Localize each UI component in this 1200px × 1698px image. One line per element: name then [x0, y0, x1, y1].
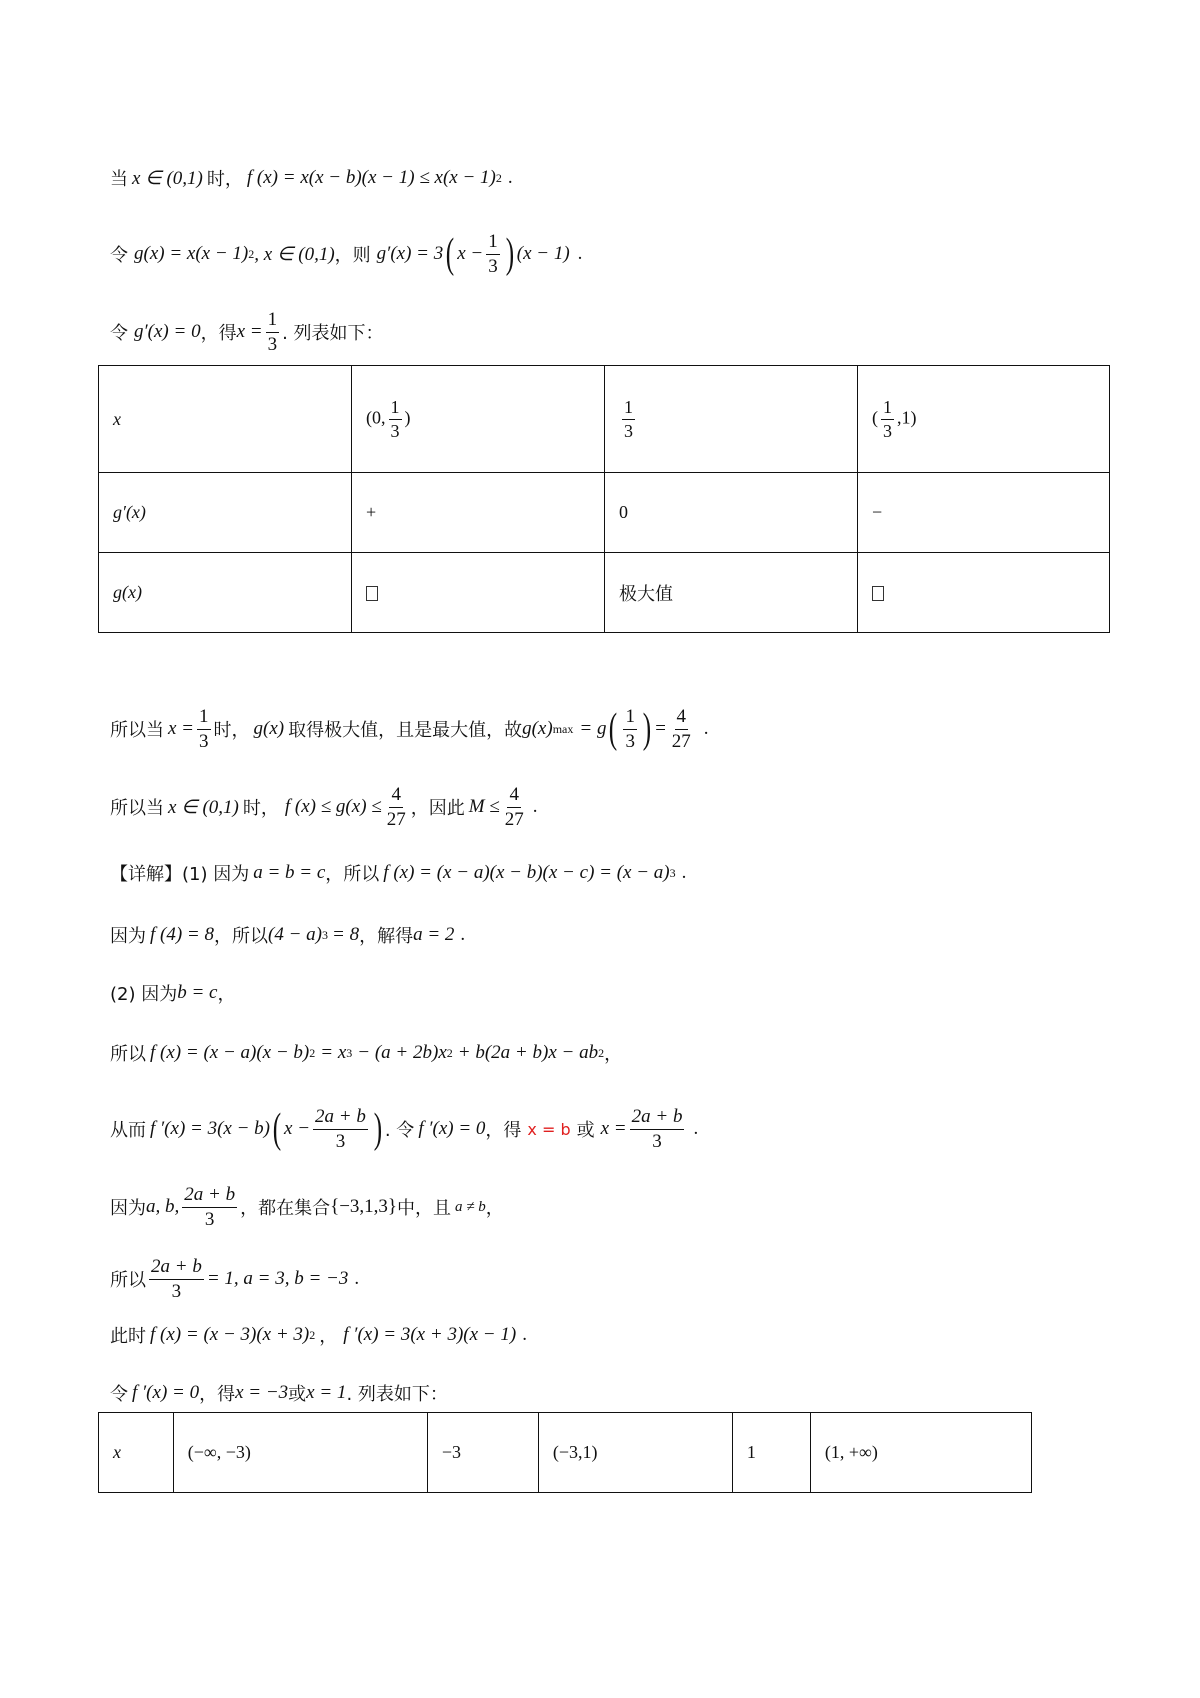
line-6 — [110, 860, 686, 886]
denominator: 3 — [199, 730, 209, 752]
text: 所以 — [110, 1270, 146, 1292]
table-cell — [858, 553, 1110, 633]
math: f (x) = (x − a)(x − b) — [150, 1042, 310, 1063]
cell-text: ( — [872, 407, 878, 428]
period: . — [693, 1118, 699, 1140]
superscript: 2 — [309, 1327, 316, 1342]
math: x − — [284, 1118, 311, 1140]
text: 时， — [213, 720, 250, 742]
text: . 令 — [384, 1120, 415, 1142]
numerator: 1 — [389, 398, 402, 420]
math: x ∈ (0,1) — [132, 167, 203, 189]
text: ，都在集合 — [240, 1198, 331, 1220]
text: ，则 — [334, 245, 371, 267]
math: g(x) — [253, 718, 285, 740]
cell-text: x — [113, 408, 121, 429]
left-paren: ( — [272, 1106, 282, 1153]
text: 时， — [206, 169, 243, 190]
text: ，得 — [200, 323, 237, 345]
numerator: 2a + b — [313, 1107, 368, 1130]
denominator: 3 — [883, 420, 892, 441]
text: 或 — [288, 1384, 307, 1405]
text: ， — [604, 1044, 623, 1065]
period: . — [681, 862, 687, 883]
text: 或 — [576, 1120, 595, 1142]
text: ，因此 — [410, 798, 465, 820]
text: 【详解】(1) 因为 — [110, 864, 250, 885]
math: g′(x) = 3 — [376, 243, 444, 265]
line-10 — [110, 1107, 698, 1152]
text: 令 — [110, 1384, 128, 1405]
math: f ′(x) = 3(x + 3)(x − 1) — [343, 1324, 517, 1345]
math: x − — [457, 243, 484, 265]
left-paren: ( — [446, 231, 455, 278]
text: 中，且 — [397, 1198, 452, 1220]
math: = x — [320, 1042, 347, 1063]
numerator: 4 — [389, 785, 403, 808]
fraction — [149, 1257, 204, 1302]
fraction — [881, 398, 894, 441]
table-cell — [352, 473, 605, 553]
text: (2) 因为 — [110, 984, 178, 1005]
superscript: 2 — [248, 246, 255, 261]
line-5 — [110, 785, 537, 830]
math: a ≠ b — [455, 1198, 486, 1215]
fraction — [503, 785, 526, 830]
math: f ′(x) = 0 — [132, 1382, 200, 1403]
table-cell — [605, 473, 858, 553]
right-paren: ) — [373, 1106, 383, 1153]
table-cell — [173, 1413, 427, 1493]
math: g′(x) = 0 — [134, 321, 201, 343]
period: . — [577, 243, 583, 265]
text: 取得极大值，且是最大值，故 — [288, 720, 523, 742]
math: f (x) = (x − 3)(x + 3) — [150, 1324, 310, 1345]
fraction — [630, 1107, 685, 1152]
numerator: 2a + b — [149, 1257, 204, 1280]
period: . — [507, 167, 513, 188]
table-cell — [99, 553, 352, 633]
math: {−3,1,3} — [330, 1196, 398, 1218]
math: − (a + 2b)x — [357, 1042, 447, 1063]
denominator: 3 — [267, 333, 278, 355]
numerator: 1 — [623, 707, 637, 730]
denominator: 3 — [624, 420, 633, 441]
text: ，所以 — [325, 864, 380, 885]
period: . — [703, 718, 709, 740]
math: = 1, a = 3, b = −3 — [206, 1268, 349, 1290]
table-cell — [352, 366, 605, 473]
math: b = c — [177, 982, 218, 1003]
text: 从而 — [110, 1120, 146, 1142]
superscript: 3 — [346, 1045, 353, 1060]
denominator: 3 — [488, 255, 498, 277]
highlighted-root: x = b — [527, 1119, 571, 1139]
text: 此时 — [110, 1326, 146, 1347]
math: x ∈ (0,1) — [168, 796, 239, 818]
denominator: 3 — [652, 1130, 662, 1152]
math: g(x) = x(x − 1) — [134, 243, 249, 265]
fraction — [670, 707, 693, 752]
cell-text: 1 — [746, 1442, 756, 1462]
math: = g — [579, 718, 607, 740]
superscript: 3 — [669, 865, 676, 880]
subscript: max — [552, 721, 574, 736]
line-9 — [110, 1040, 622, 1066]
table-cell — [732, 1413, 810, 1493]
line-1 — [110, 165, 513, 191]
math: a = b = c — [253, 862, 326, 883]
table-g — [98, 365, 1110, 633]
math: g(x) — [522, 718, 553, 740]
line-3 — [110, 310, 384, 355]
line-2 — [110, 232, 582, 277]
period: . — [354, 1268, 360, 1290]
math: f (x) = (x − a)(x − b)(x − c) = (x − a) — [383, 862, 670, 883]
period: . — [522, 1324, 527, 1345]
math: x = — [168, 718, 195, 740]
line-14 — [110, 1380, 448, 1406]
table-row — [99, 1413, 1032, 1493]
text: 所以 — [110, 1044, 146, 1065]
line-13 — [110, 1322, 527, 1348]
math: a = 2 — [413, 924, 455, 945]
text: 令 — [110, 323, 128, 345]
superscript: 2 — [495, 170, 502, 185]
text: . 列表如下： — [282, 323, 384, 345]
table-f — [98, 1412, 1032, 1493]
cell-text: (−∞, −3) — [187, 1442, 251, 1462]
math: = 8 — [332, 924, 360, 945]
text: 时， — [242, 798, 279, 820]
cell-text: ,1) — [897, 407, 917, 428]
math: a, b, — [146, 1196, 180, 1218]
superscript: 2 — [446, 1045, 453, 1060]
denominator: 27 — [671, 730, 691, 752]
table-cell — [810, 1413, 1031, 1493]
table-cell — [538, 1413, 732, 1493]
denominator: 3 — [335, 1130, 346, 1152]
table-row — [99, 473, 1110, 553]
text: ， — [217, 984, 236, 1005]
cell-text: 0 — [619, 502, 628, 522]
table-cell — [99, 1413, 174, 1493]
math: f (4) = 8 — [150, 924, 215, 945]
math: x = −3 — [235, 1382, 289, 1403]
denominator: 3 — [625, 730, 635, 752]
table-cell — [858, 366, 1110, 473]
right-paren: ) — [505, 231, 514, 278]
math: (x − 1) — [516, 243, 570, 265]
numerator: 1 — [881, 398, 894, 420]
fraction — [623, 707, 637, 752]
math: f ′(x) = 3(x − b) — [150, 1118, 271, 1140]
fraction — [486, 232, 500, 277]
numerator: 1 — [622, 398, 635, 420]
math: f (x) ≤ g(x) ≤ — [284, 796, 382, 818]
fraction — [313, 1107, 368, 1152]
table-row — [99, 553, 1110, 633]
table-cell — [427, 1413, 538, 1493]
fraction — [197, 707, 211, 752]
math: (4 − a) — [268, 924, 322, 945]
line-11 — [110, 1185, 504, 1230]
cell-text: + — [366, 502, 377, 522]
cell-text: − — [872, 502, 883, 522]
text: 所以当 — [110, 720, 164, 742]
math: = — [653, 718, 667, 740]
fraction — [385, 785, 408, 830]
line-4 — [110, 707, 709, 752]
cell-text: g(x) — [113, 582, 142, 602]
math: x = — [600, 1118, 627, 1140]
table-cell — [352, 553, 605, 633]
table-row — [99, 366, 1110, 473]
cell-text: x — [113, 1442, 121, 1462]
cell-text: ) — [404, 407, 411, 428]
text: 令 — [110, 245, 128, 267]
period: . — [532, 796, 538, 818]
math: M ≤ — [468, 796, 500, 818]
cell-text: (0, — [366, 407, 386, 428]
text: 所以当 — [110, 798, 164, 820]
text: ， — [485, 1198, 504, 1220]
superscript: 3 — [322, 927, 328, 942]
table-cell — [99, 366, 352, 473]
denominator: 3 — [204, 1208, 215, 1230]
numerator: 2a + b — [630, 1107, 685, 1130]
numerator: 2a + b — [182, 1185, 237, 1208]
denominator: 27 — [504, 808, 524, 830]
numerator: 1 — [486, 232, 500, 255]
cell-text: 极大值 — [619, 583, 673, 605]
period: . — [460, 924, 466, 945]
denominator: 3 — [390, 420, 400, 441]
math: f ′(x) = 0 — [418, 1118, 486, 1140]
text: ，解得 — [359, 926, 414, 947]
left-paren: ( — [609, 706, 618, 753]
increasing-arrow-placeholder-icon — [366, 586, 378, 601]
text: 当 — [110, 169, 128, 190]
text: ，得 — [199, 1384, 236, 1405]
text: . 列表如下： — [346, 1384, 448, 1405]
cell-text: g′(x) — [113, 502, 146, 522]
fraction — [622, 398, 635, 441]
text: ，得 — [485, 1120, 522, 1142]
numerator: 1 — [197, 707, 211, 730]
cell-text: −3 — [441, 1442, 461, 1462]
numerator: 4 — [675, 707, 689, 730]
table-cell — [99, 473, 352, 553]
math: x = 1 — [306, 1382, 347, 1403]
text: ，所以 — [214, 926, 269, 947]
math: x = — [236, 321, 263, 343]
cell-text: (−3,1) — [552, 1442, 598, 1462]
text: 因为 — [110, 1198, 146, 1220]
text: 因为 — [110, 926, 146, 947]
line-7 — [110, 922, 465, 948]
numerator: 4 — [507, 785, 521, 808]
fraction — [389, 398, 402, 441]
superscript: 2 — [598, 1045, 605, 1060]
line-12 — [110, 1257, 359, 1302]
cell-text: (1, +∞) — [824, 1442, 878, 1462]
table-cell — [858, 473, 1110, 553]
text: ， — [319, 1326, 338, 1347]
table-cell — [605, 553, 858, 633]
math: + b(2a + b)x − ab — [457, 1042, 599, 1063]
table-cell — [605, 366, 858, 473]
math: f (x) = x(x − b)(x − 1) ≤ x(x − 1) — [246, 167, 496, 188]
superscript: 2 — [309, 1045, 316, 1060]
decreasing-arrow-placeholder-icon — [872, 586, 884, 601]
denominator: 3 — [171, 1280, 182, 1302]
right-paren: ) — [642, 706, 652, 753]
fraction — [182, 1185, 237, 1230]
fraction — [266, 310, 280, 355]
line-8 — [110, 980, 235, 1006]
numerator: 1 — [266, 310, 280, 333]
denominator: 27 — [386, 808, 406, 830]
math: , x ∈ (0,1) — [254, 243, 335, 265]
